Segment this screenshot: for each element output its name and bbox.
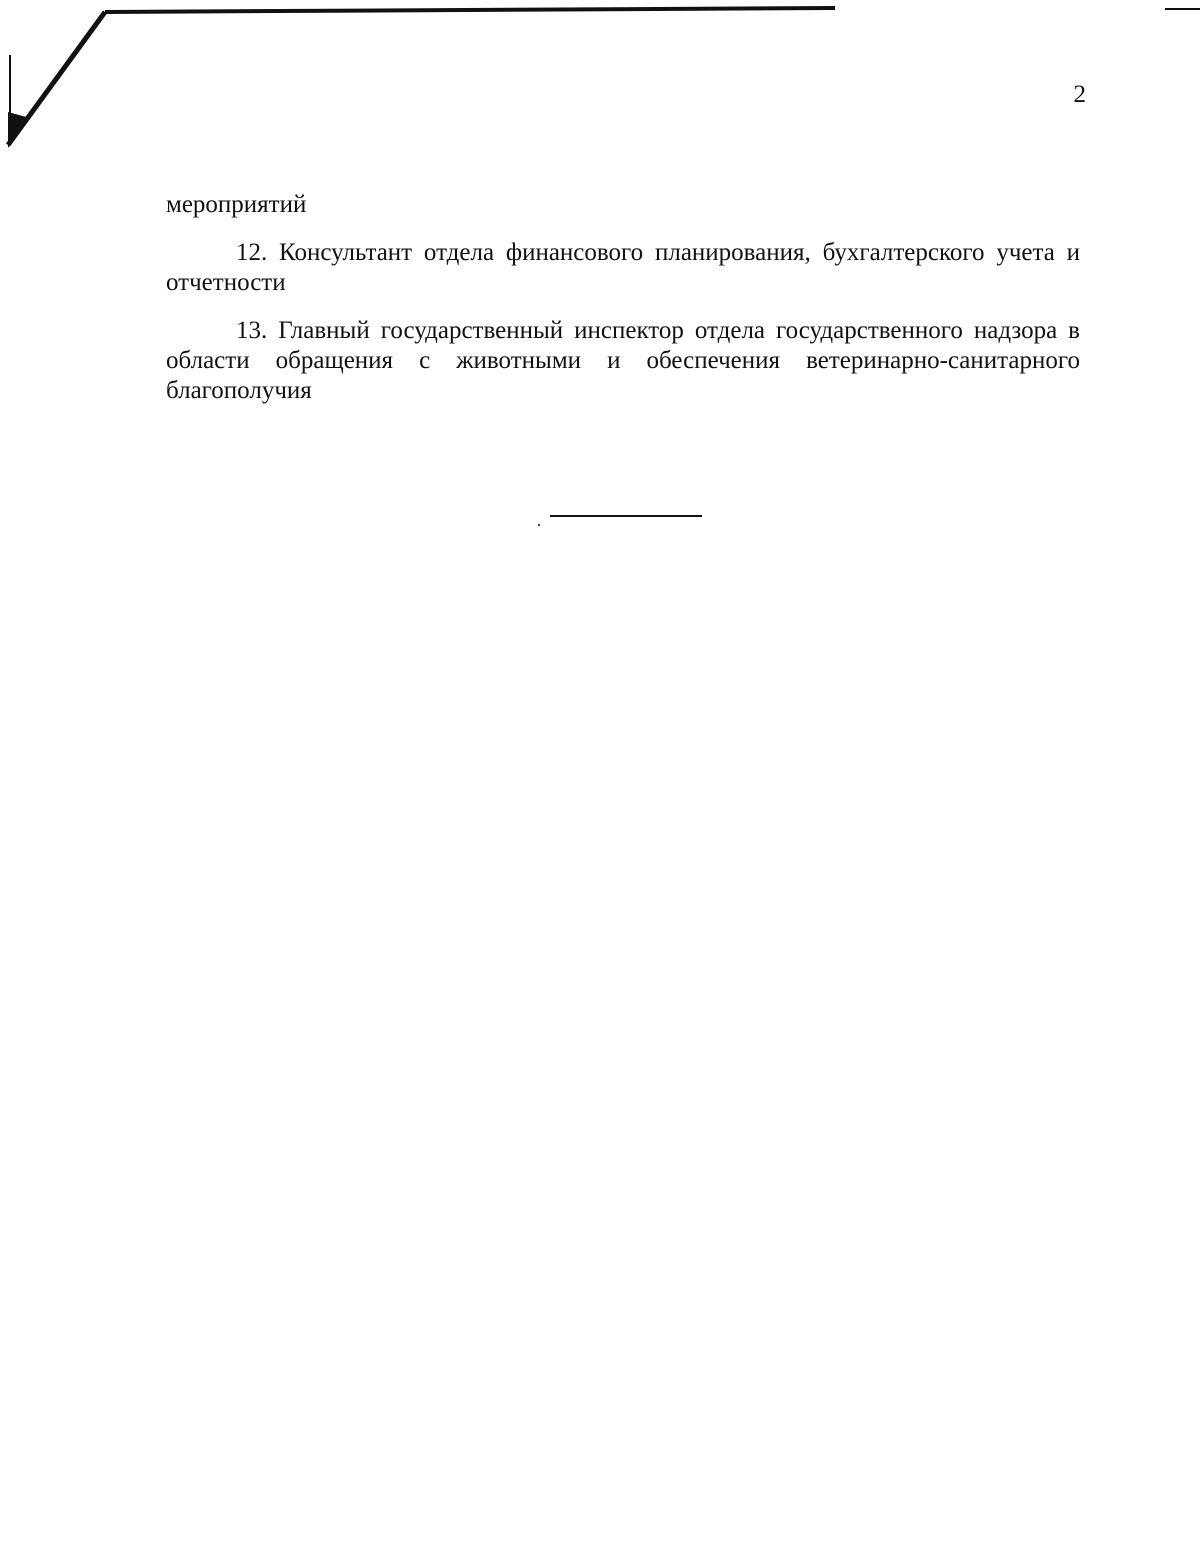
- page-number: 2: [1073, 81, 1086, 108]
- list-item: 13. Главный государственный инспектор отдела государственного надзора в области обращения с животными и обеспечения ветеринарно-санитарного благополучия: [166, 317, 1080, 404]
- list-item: 12. Консультант отдела финансового планирования, бухгалтерского учета и отчетности: [166, 239, 1080, 296]
- scan-speck: [538, 524, 540, 526]
- end-of-list-rule: [550, 515, 702, 517]
- document-body: [166, 190, 1080, 424]
- continuation-line: мероприятий: [166, 191, 307, 218]
- scan-edge-artifact: [0, 0, 1200, 160]
